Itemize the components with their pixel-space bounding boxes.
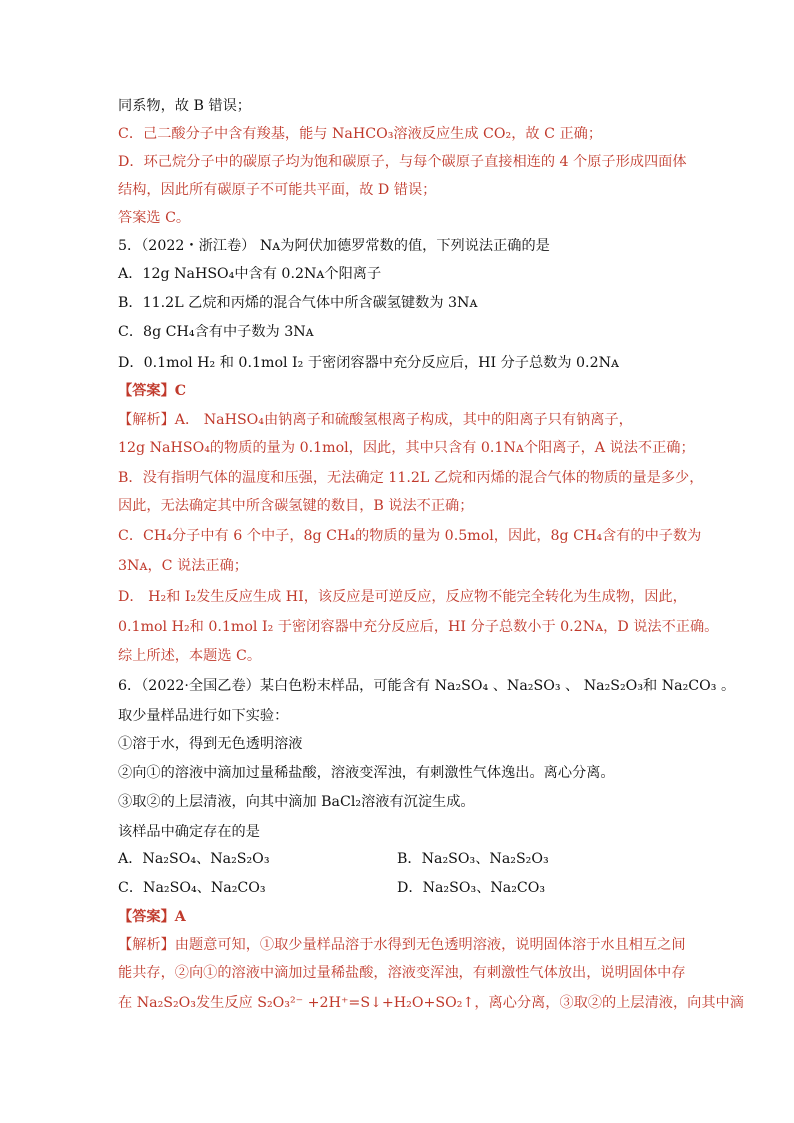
analysis-line: D． H₂和 I₂发生反应生成 HI，该反应是可逆反应，反应物不能完全转化为生成物，因此， <box>118 589 687 605</box>
analysis-line: 【解析】A． NaHSO₄由钠离子和硫酸氢根离子构成，其中的阳离子只有钠离子， <box>118 412 633 428</box>
answer-label: 【答案】C <box>118 383 187 399</box>
text-line: 取少量样品进行如下实验： <box>118 708 289 724</box>
text-line: 该样品中确定存在的是 <box>118 824 260 840</box>
question-5-stem: 5．（2022・浙江卷） Nᴀ为阿伏加德罗常数的值，下列说法正确的是 <box>118 238 550 254</box>
analysis-line: 【解析】由题意可知，①取少量样品溶于水得到无色透明溶液，说明固体溶于水且相互之间 <box>118 937 686 953</box>
text-line: 答案选 C。 <box>118 210 191 226</box>
analysis-line: 在 Na₂S₂O₃发生反应 S₂O₃²⁻ +2H⁺=S↓+H₂O+SO₂↑，离心分离，③取②的上层清液，向其中滴 <box>118 995 744 1011</box>
answer-label: 【答案】A <box>118 909 186 925</box>
option-c: C．Na₂SO₄、Na₂CO₃ <box>118 880 266 896</box>
option-d: D．0.1mol H₂ 和 0.1mol I₂ 于密闭容器中充分反应后，HI 分子总数为 0.2Nᴀ <box>118 355 620 371</box>
analysis-line: 能共存，②向①的溶液中滴加过量稀盐酸，溶液变浑浊，有刺激性气体放出，说明固体中存 <box>118 965 686 981</box>
summary-line: 综上所述，本题选 C。 <box>118 648 262 664</box>
analysis-line: 3Nᴀ，C 说法正确； <box>118 558 248 574</box>
step-2: ②向①的溶液中滴加过量稀盐酸，溶液变浑浊，有刺激性气体逸出。离心分离。 <box>118 765 615 781</box>
analysis-line: 0.1mol H₂和 0.1mol I₂ 于密闭容器中充分反应后，HI 分子总数小于 0.2Nᴀ，D 说法不正确。 <box>118 619 719 635</box>
text-line: 同系物，故 B 错误； <box>118 98 251 114</box>
option-d: D．Na₂SO₃、Na₂CO₃ <box>397 880 546 896</box>
option-a: A．Na₂SO₄、Na₂S₂O₃ <box>118 851 270 867</box>
option-b: B．Na₂SO₃、Na₂S₂O₃ <box>397 851 549 867</box>
text-line: C．己二酸分子中含有羧基，能与 NaHCO₃溶液反应生成 CO₂，故 C 正确； <box>118 126 603 142</box>
analysis-line: 12g NaHSO₄的物质的量为 0.1mol，因此，其中只含有 0.1Nᴀ个阳离子，A 说法不正确； <box>118 440 695 456</box>
option-b: B．11.2L 乙烷和丙烯的混合气体中所含碳氢键数为 3Nᴀ <box>118 295 478 311</box>
analysis-line: 因此，无法确定其中所含碳氢键的数目，B 说法不正确； <box>118 498 474 514</box>
analysis-line: C．CH₄分子中有 6 个中子，8g CH₄的物质的量为 0.5mol，因此，8g CH₄含有的中子数为 <box>118 528 702 544</box>
analysis-line: B．没有指明气体的温度和压强，无法确定 11.2L 乙烷和丙烯的混合气体的物质的量是多少， <box>118 470 704 486</box>
step-3: ③取②的上层清液，向其中滴加 BaCl₂溶液有沉淀生成。 <box>118 794 475 810</box>
text-line: D．环己烷分子中的碳原子均为饱和碳原子，与每个碳原子直接相连的 4 个原子形成四面体 <box>118 154 687 170</box>
question-6-stem: 6．（2022·全国乙卷）某白色粉末样品，可能含有 Na₂SO₄ 、Na₂SO₃ 、 Na₂S₂O₃和 Na₂CO₃ 。 <box>118 678 736 694</box>
step-1: ①溶于水，得到无色透明溶液 <box>118 736 303 752</box>
option-c: C．8g CH₄含有中子数为 3Nᴀ <box>118 324 314 340</box>
option-a: A．12g NaHSO₄中含有 0.2Nᴀ个阳离子 <box>118 266 382 282</box>
text-line: 结构，因此所有碳原子不可能共平面，故 D 错误； <box>118 182 437 198</box>
